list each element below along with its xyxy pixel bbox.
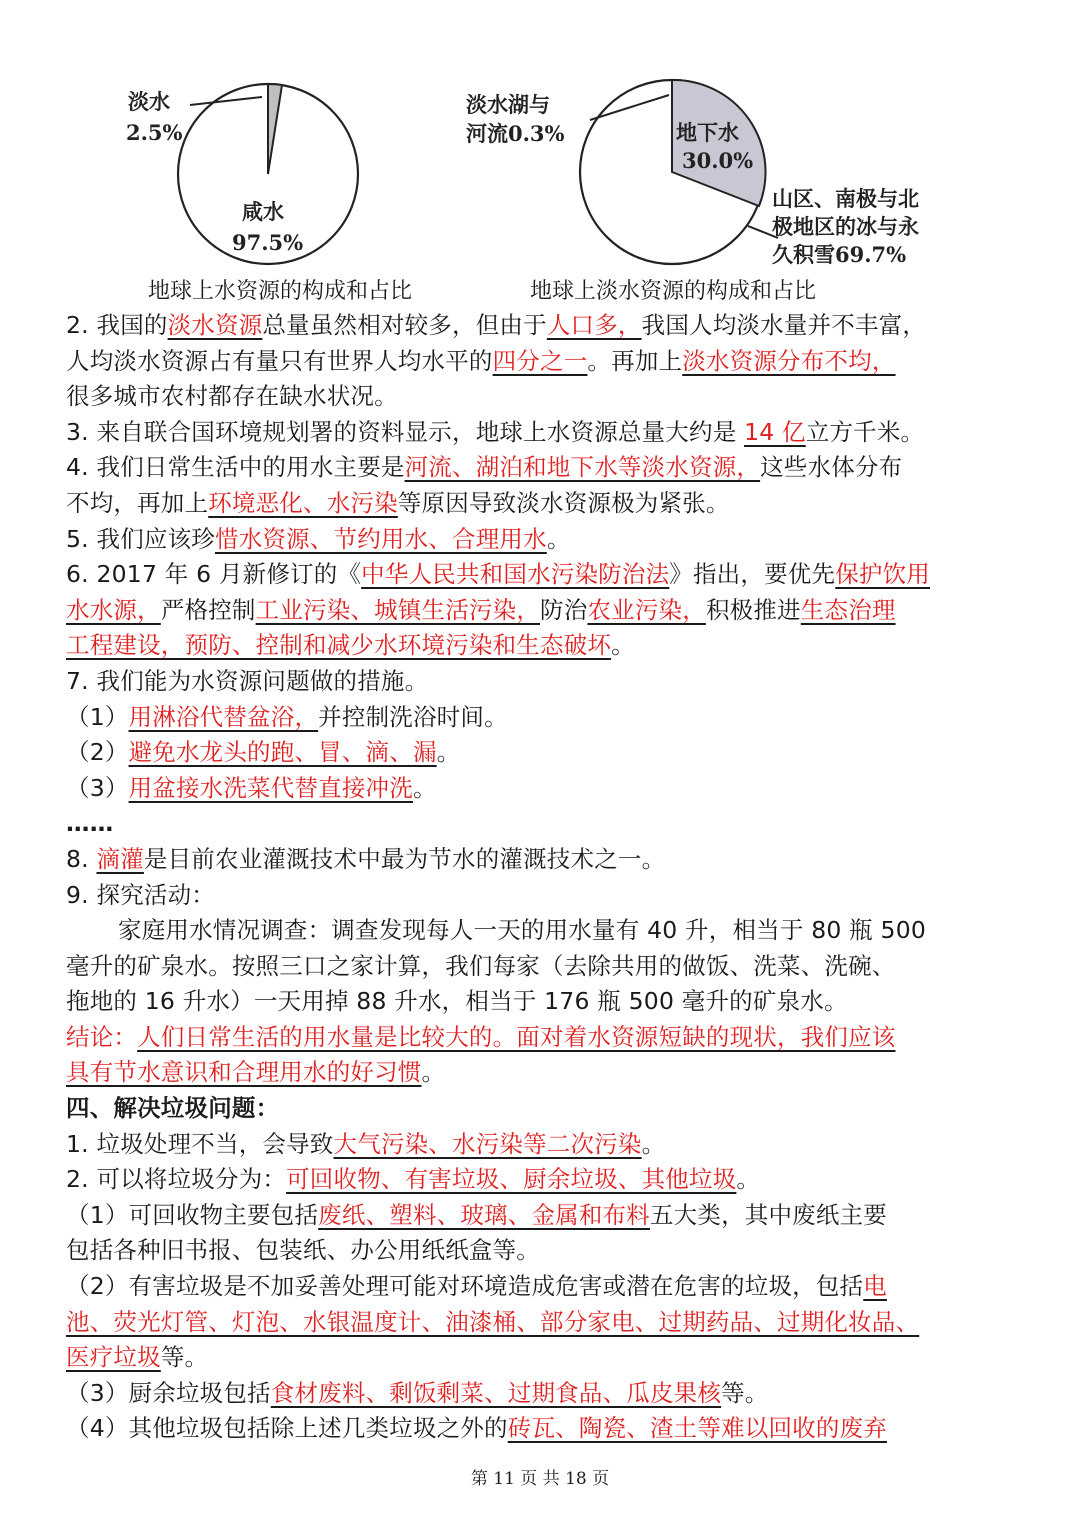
answer-text: 14 亿 xyxy=(744,417,806,446)
document-body xyxy=(66,308,1026,1447)
answer-text: 保护饮用 xyxy=(835,560,930,589)
body-text: 6. 2017 年 6 月新修订的《 xyxy=(66,560,362,589)
body-text: 积极推进 xyxy=(705,595,801,624)
body-text: 这些水体分布 xyxy=(760,453,903,482)
right-figure-caption: 地球上淡水资源的构成和占比 xyxy=(530,279,817,304)
body-text: 严格控制 xyxy=(160,595,256,624)
answer-text: 医疗垃圾 xyxy=(66,1343,161,1372)
body-text: 并控制洗浴时间。 xyxy=(318,702,508,731)
answer-text: 池、荧光灯管、灯泡、水银温度计、油漆桶、部分家电、过期药品、过期化妆品、 xyxy=(66,1307,920,1336)
body-text: 立方千米。 xyxy=(805,417,925,446)
text-line xyxy=(66,308,1026,344)
body-text: 。 xyxy=(736,1165,761,1194)
text-line xyxy=(66,450,1026,486)
text-line xyxy=(66,842,1026,878)
text-line xyxy=(66,1340,1026,1376)
body-text: 。 xyxy=(436,738,461,767)
answer-text: 食材废料、剩饭剩菜、过期食品、瓜皮果核 xyxy=(270,1378,722,1407)
body-text: 8. xyxy=(66,844,97,873)
text-line xyxy=(66,700,1026,736)
answer-text: 废纸、塑料、玻璃、金属和布料 xyxy=(318,1200,650,1229)
fresh-water-label: 淡水 xyxy=(128,89,170,114)
answer-text: 工程建设，预防、控制和减少水环境污染和生态破坏 xyxy=(66,631,612,660)
salt-water-value: 97.5% xyxy=(232,230,304,255)
text-line xyxy=(66,1127,1026,1163)
text-line xyxy=(66,1376,1026,1412)
body-text: 。 xyxy=(641,1129,666,1158)
body-text: 。再加上 xyxy=(587,346,683,375)
section-heading: …… xyxy=(66,809,114,838)
text-line xyxy=(66,1162,1026,1198)
body-text: 1. 垃圾处理不当，会导致 xyxy=(66,1129,334,1158)
text-line xyxy=(66,379,1026,415)
answer-text: 用盆接水洗菜代替直接冲洗 xyxy=(128,773,413,802)
answer-text: 淡水资源分布不均， xyxy=(682,346,896,375)
left-figure-caption: 地球上水资源的构成和占比 xyxy=(148,279,413,304)
body-text: 。 xyxy=(421,1058,446,1087)
fresh-water-value: 2.5% xyxy=(126,120,183,145)
text-line xyxy=(66,913,1026,949)
body-text: 4. 我们日常生活中的用水主要是 xyxy=(66,453,405,482)
answer-text: 用淋浴代替盆浴， xyxy=(128,702,319,731)
body-text: 》指出，要优先 xyxy=(669,560,836,589)
text-line xyxy=(66,1198,1026,1234)
body-text: 人均淡水资源占有量只有世界人均水平的 xyxy=(66,346,493,375)
text-line xyxy=(66,415,1026,451)
text-line xyxy=(66,878,1026,914)
body-text: 7. 我们能为水资源问题做的措施。 xyxy=(66,666,429,695)
body-text: （1） xyxy=(66,702,129,731)
answer-text: 农业污染， xyxy=(587,595,706,624)
body-text: 。 xyxy=(546,524,571,553)
answer-text: 淡水资源 xyxy=(167,311,263,339)
answer-text: 人们日常生活的用水量是比较大的。面对着水资源短缺的现状，我们应该 xyxy=(137,1022,896,1051)
section-heading: 四、解决垃圾问题： xyxy=(66,1094,280,1123)
text-line xyxy=(66,806,1026,842)
text-line xyxy=(66,984,1026,1020)
answer-text: 电 xyxy=(863,1272,887,1301)
body-text: 2. 可以将垃圾分为： xyxy=(66,1165,287,1194)
groundwater-label: 地下水 xyxy=(676,120,739,145)
answer-text: 人口多， xyxy=(546,311,642,339)
answer-text: 中华人民共和国水污染防治法 xyxy=(361,560,670,589)
text-line xyxy=(66,557,1026,593)
conclusion-label: 结论： xyxy=(66,1022,138,1051)
lake-label-line2: 河流0.3% xyxy=(466,121,565,146)
body-text: 。 xyxy=(412,773,437,802)
ice-label-line3: 久积雪69.7% xyxy=(772,242,907,267)
answer-text: 四分之一 xyxy=(492,346,588,375)
body-text: 等。 xyxy=(160,1343,209,1372)
body-text: 很多城市农村都存在缺水状况。 xyxy=(66,382,398,411)
body-text: （4）其他垃圾包括除上述几类垃圾之外的 xyxy=(66,1414,508,1443)
text-line xyxy=(66,735,1026,771)
body-text: （2） xyxy=(66,738,129,767)
body-text: 等原因导致淡水资源极为紧张。 xyxy=(397,488,730,517)
text-line xyxy=(66,522,1026,558)
answer-text: 河流、湖泊和地下水等淡水资源， xyxy=(404,453,761,482)
pie-charts xyxy=(0,0,1080,280)
body-text: 拖地的 16 升水）一天用掉 88 升水，相当于 176 瓶 500 毫升的矿泉水。 xyxy=(66,987,848,1016)
body-text: 。 xyxy=(611,631,635,660)
text-line xyxy=(66,486,1026,522)
answer-text: 惜水资源、节约用水、合理用水 xyxy=(215,524,547,553)
text-line xyxy=(66,949,1026,985)
body-text: 2. 我国的 xyxy=(66,311,168,339)
body-text: 防治 xyxy=(540,595,588,624)
body-text: 总量虽然相对较多，但由于 xyxy=(262,311,547,339)
answer-text: 可回收物、有害垃圾、厨余垃圾、其他垃圾 xyxy=(286,1165,737,1194)
body-text: 5. 我们应该珍 xyxy=(66,524,215,553)
text-line xyxy=(66,1305,1026,1341)
text-line xyxy=(66,1411,1026,1447)
body-text: 3. 来自联合国环境规划署的资料显示，地球上水资源总量大约是 xyxy=(66,417,745,446)
text-line xyxy=(66,1055,1026,1091)
text-line xyxy=(66,344,1026,380)
text-line xyxy=(66,1020,1026,1056)
body-text: 家庭用水情况调查：调查发现每人一天的用水量有 40 升，相当于 80 瓶 500 xyxy=(118,916,927,945)
body-text: （2）有害垃圾是不加妥善处理可能对环境造成危害或潜在危害的垃圾，包括 xyxy=(66,1272,864,1301)
body-text: 等。 xyxy=(721,1378,769,1407)
answer-text: 大气污染、水污染等二次污染 xyxy=(333,1129,642,1158)
ice-label-line1: 山区、南极与北 xyxy=(772,186,919,211)
body-text: 毫升的矿泉水。按照三口之家计算，我们每家（去除共用的做饭、洗菜、洗碗、 xyxy=(66,951,896,980)
body-text: 9. 探究活动： xyxy=(66,880,215,909)
body-text: 不均，再加上 xyxy=(66,488,209,517)
body-text: 五大类，其中废纸主要 xyxy=(649,1200,887,1229)
text-line xyxy=(66,771,1026,807)
body-text: （1）可回收物主要包括 xyxy=(66,1200,319,1229)
answer-text: 生态治理 xyxy=(800,595,896,624)
ice-label-line2: 极地区的冰与永 xyxy=(772,214,919,239)
body-text: （3）厨余垃圾包括 xyxy=(66,1378,271,1407)
figures-area xyxy=(0,0,1080,310)
salt-water-label: 咸水 xyxy=(242,199,284,224)
lake-label-line1: 淡水湖与 xyxy=(466,92,550,117)
body-text: 包括各种旧书报、包装纸、办公用纸纸盒等。 xyxy=(66,1236,540,1265)
answer-text: 滴灌 xyxy=(96,844,144,873)
text-line xyxy=(66,1091,1026,1127)
text-line xyxy=(66,664,1026,700)
text-line xyxy=(66,628,1026,664)
body-text: （3） xyxy=(66,773,129,802)
text-line xyxy=(66,1233,1026,1269)
body-text: 我国人均淡水量并不丰富， xyxy=(641,311,927,339)
answer-text: 环境恶化、水污染 xyxy=(208,488,398,517)
page-footer: 第 11 页 共 18 页 xyxy=(470,1469,610,1489)
answer-text: 具有节水意识和合理用水的好习惯 xyxy=(66,1058,422,1087)
text-line xyxy=(66,593,1026,629)
answer-text: 水水源， xyxy=(66,595,161,624)
answer-text: 砖瓦、陶瓷、渣土等难以回收的废弃 xyxy=(507,1414,887,1443)
answer-text: 避免水龙头的跑、冒、滴、漏 xyxy=(128,738,437,767)
groundwater-value: 30.0% xyxy=(682,148,754,173)
answer-text: 工业污染、城镇生活污染， xyxy=(255,595,541,624)
body-text: 是目前农业灌溉技术中最为节水的灌溉技术之一。 xyxy=(143,844,666,873)
text-line xyxy=(66,1269,1026,1305)
